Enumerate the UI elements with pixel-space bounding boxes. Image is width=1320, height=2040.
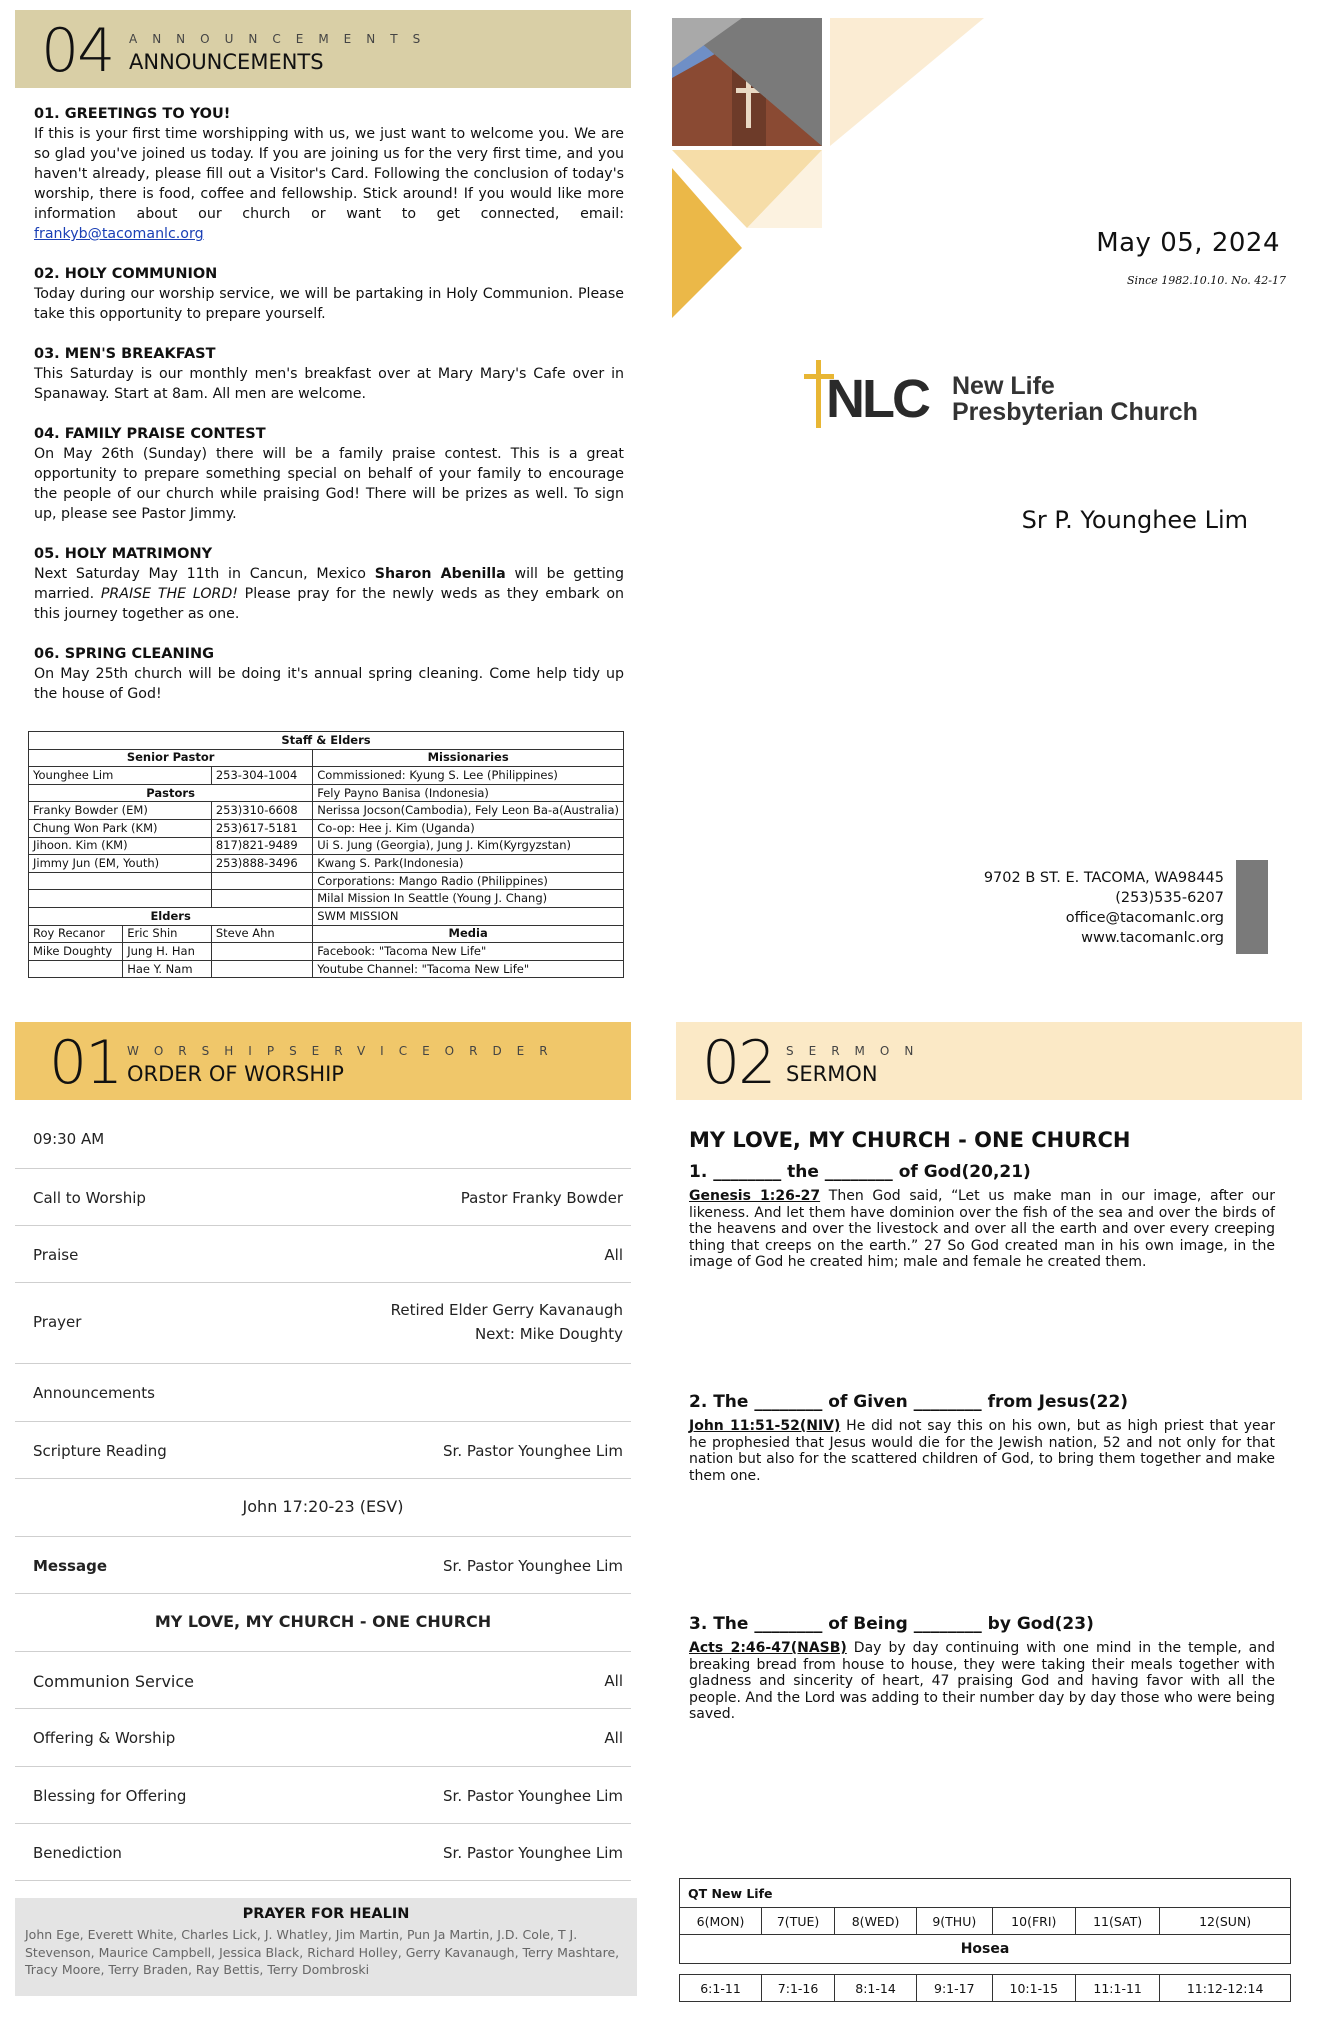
elder-name: Roy Recanor: [29, 925, 123, 943]
staff-phone: 253)310-6608: [211, 802, 312, 820]
section-spaced-label: SERMON: [786, 1044, 929, 1058]
announcement-title: 05. HOLY MATRIMONY: [34, 546, 213, 562]
announcement-emphasis: PRAISE THE LORD!: [100, 586, 238, 602]
qt-title: QT New Life: [680, 1879, 1291, 1908]
phone: (253)535-6207: [1115, 890, 1224, 906]
missionaries-header: Missionaries: [313, 749, 624, 767]
qt-reading: 9:1-17: [916, 1975, 992, 2002]
missionary: Corporations: Mango Radio (Philippines): [313, 872, 624, 890]
staff-name: Jihoon. Kim (KM): [29, 837, 212, 855]
scripture-reference: John 17:20-23 (ESV): [242, 1497, 404, 1516]
order-row: [15, 1537, 631, 1594]
qt-reading: 11:1-11: [1075, 1975, 1159, 2002]
scripture-text: Then God said, “Let us make man in our image, after our likeness. And let them have dominion over the fish of the sea and over the birds of the heavens and over the livestock and over all the earth and over every creeping thing that creeps on the earth.” 27 So God created man in his own image, in the image of God he created him; male and female he created them.: [689, 1188, 1275, 1271]
announcements-header: [15, 10, 631, 88]
email-link[interactable]: frankyb@tacomanlc.org: [34, 226, 204, 242]
staff-phone: 253-304-1004: [211, 767, 312, 785]
order-leader: All: [604, 1729, 623, 1747]
missionary: Kwang S. Park(Indonesia): [313, 855, 624, 873]
announcement-body: Please pray for the newly weds as they embark on this journey together as one.: [34, 586, 624, 622]
senior-pastor-header: Senior Pastor: [29, 749, 313, 767]
scripture-text: Day by day continuing with one mind in the temple, and breaking bread from house to house, they were taking their meals together with gladness and sincerity of heart, 47 praising God and having favor with all the people. And the Lord was adding to their number day by day those who were being saved.: [689, 1640, 1275, 1723]
media-entry: Facebook: "Tacoma New Life": [313, 943, 624, 961]
staff-table-title: Staff & Elders: [29, 732, 624, 750]
announcement-praise-contest: [34, 424, 624, 524]
scripture-row: [15, 1479, 631, 1537]
scripture-text: He did not say this on his own, but as high priest that year he prophesied that Jesus would die for the Jewish nation, 52 and not only for that nation but also for the scattered children of God, to bring them together and make them one.: [689, 1418, 1275, 1484]
qt-day: 6(MON): [680, 1908, 762, 1935]
announcement-body: If this is your first time worshipping with us, we just want to welcome you. We are so glad you've joined us today. If you are joining us for the very first time, and you haven't already, please fill out a Visitor's Card. Following the conclusion of today's worship, there is food, coffee and fellowship. Stick around! If you would like more information about our church or want to get connected, email:: [34, 126, 624, 222]
sermon-question: 1. ________ the ________ of God(20,21): [689, 1162, 1031, 1182]
announcement-communion: [34, 264, 624, 324]
elder-name: Eric Shin: [123, 925, 212, 943]
staff-table: [28, 731, 624, 978]
order-row: [15, 1767, 631, 1824]
prayer-names: John Ege, Everett White, Charles Lick, J. Whatley, Jim Martin, Pun Ja Martin, J.D. Cole, T J. Stevenson, Maurice Campbell, Jessica Black, Richard Holley, Gerry Kavanaugh, Terry Mashtare, Tracy Moore, Terry Braden, Ray Bettis, Terry Dombroski: [25, 1927, 620, 1977]
elder-name: Steve Ahn: [211, 925, 312, 943]
announcement-body: Next Saturday May 11th in Cancun, Mexico: [34, 566, 375, 582]
order-row: [15, 1226, 631, 1283]
order-item: Benediction: [33, 1844, 122, 1862]
order-leader: Sr. Pastor Younghee Lim: [443, 1787, 623, 1805]
announcement-body: This Saturday is our monthly men's breakfast over at Mary Mary's Cafe over in Spanaway. Start at 8am. All men are welcome.: [34, 366, 624, 402]
announcement-body: On May 26th (Sunday) there will be a family praise contest. This is a great opportunity to prepare something special on behalf of your family to encourage the people of our church while praising God! There will be prizes as well. To sign up, please see Pastor Jimmy.: [34, 446, 624, 522]
staff-name: Younghee Lim: [29, 767, 212, 785]
order-item: Praise: [33, 1246, 79, 1264]
announcement-name: Sharon Abenilla: [374, 566, 506, 582]
section-spaced-label: WORSHIPSERVICEORDER: [127, 1044, 563, 1058]
address: 9702 B ST. E. TACOMA, WA98445: [983, 870, 1224, 886]
missionary: Ui S. Jung (Georgia), Jung J. Kim(Kyrgyzstan): [313, 837, 624, 855]
section-number: 02: [702, 1028, 775, 1098]
sermon-heading: MY LOVE, MY CHURCH - ONE CHURCH: [689, 1128, 1131, 1152]
order-row: [15, 1283, 631, 1364]
order-leader: Pastor Franky Bowder: [460, 1189, 623, 1207]
section-title: ORDER OF WORSHIP: [127, 1062, 344, 1086]
order-row: [15, 1824, 631, 1881]
contact-block: [900, 868, 1224, 948]
qt-reading: 6:1-11: [680, 1975, 762, 2002]
scripture-ref: Acts 2:46-47(NASB): [689, 1640, 847, 1656]
section-number: 04: [41, 16, 114, 86]
sermon-point: [689, 1614, 1275, 1723]
elder-name: Mike Doughty: [29, 943, 123, 961]
media-header: Media: [313, 925, 624, 943]
announcement-body: On May 25th church will be doing it's annual spring cleaning. Come help tidy up the house of God!: [34, 666, 624, 702]
announcement-breakfast: [34, 344, 624, 404]
announcement-matrimony: [34, 544, 624, 624]
missionary: SWM MISSION: [313, 907, 624, 925]
elder-name: Hae Y. Nam: [123, 960, 212, 978]
order-leader: Sr. Pastor Younghee Lim: [443, 1442, 623, 1460]
service-time-row: [15, 1112, 631, 1169]
missionary: Milal Mission In Seattle (Young J. Chang): [313, 890, 624, 908]
qt-reading: 10:1-15: [992, 1975, 1075, 2002]
staff-name: Chung Won Park (KM): [29, 819, 212, 837]
qt-reading: 8:1-14: [835, 1975, 917, 2002]
qt-table: [679, 1878, 1291, 2002]
order-leader: Sr. Pastor Younghee Lim: [443, 1557, 623, 1575]
order-leader: Retired Elder Gerry Kavanaugh: [390, 1301, 623, 1319]
announcement-title: 01. GREETINGS TO YOU!: [34, 106, 231, 122]
cover-graphic: [672, 18, 984, 318]
staff-phone: 253)888-3496: [211, 855, 312, 873]
order-item: Prayer: [33, 1313, 82, 1331]
order-item: Call to Worship: [33, 1189, 146, 1207]
qt-day: 11(SAT): [1075, 1908, 1159, 1935]
prayer-box: [15, 1898, 637, 1996]
announcement-spring-cleaning: [34, 644, 624, 704]
service-time: 09:30 AM: [33, 1130, 105, 1148]
since-line: Since 1982.10.10. No. 42-17: [1126, 274, 1286, 287]
missionary: Co-op: Hee j. Kim (Uganda): [313, 819, 624, 837]
logo-mark: NLC: [826, 369, 928, 429]
sermon-question: 3. The ________ of Being ________ by God(23): [689, 1614, 1094, 1634]
order-item: Blessing for Offering: [33, 1787, 187, 1805]
section-number: 01: [49, 1028, 122, 1098]
order-item: Scripture Reading: [33, 1442, 167, 1460]
grey-accent-bar: [1236, 860, 1268, 954]
qt-book: Hosea: [680, 1935, 1291, 1964]
qt-reading: 11:12-12:14: [1160, 1975, 1291, 2002]
sermon-header: [676, 1022, 1302, 1100]
qt-day: 10(FRI): [992, 1908, 1075, 1935]
order-leader: Sr. Pastor Younghee Lim: [443, 1844, 623, 1862]
logo-line-2: Presbyterian Church: [952, 398, 1198, 426]
missionary: Nerissa Jocson(Cambodia), Fely Leon Ba-a(Australia): [313, 802, 624, 820]
church-logo: [804, 360, 1264, 440]
order-row: [15, 1364, 631, 1422]
order-item: Message: [33, 1557, 107, 1575]
message-title: MY LOVE, MY CHURCH - ONE CHURCH: [154, 1612, 492, 1631]
order-row: [15, 1169, 631, 1226]
qt-day: 7(TUE): [762, 1908, 835, 1935]
order-row: [15, 1709, 631, 1767]
section-spaced-label: ANNOUNCEMENTS: [129, 32, 436, 46]
scripture-ref: John 11:51-52(NIV): [689, 1418, 841, 1434]
email[interactable]: office@tacomanlc.org: [1065, 910, 1224, 926]
qt-day: 9(THU): [916, 1908, 992, 1935]
order-row: [15, 1652, 631, 1709]
order-leader: All: [604, 1246, 623, 1264]
elder-name: Jung H. Han: [123, 943, 212, 961]
elders-header: Elders: [29, 907, 313, 925]
qt-day: 8(WED): [835, 1908, 917, 1935]
missionary: Commissioned: Kyung S. Lee (Philippines): [313, 767, 624, 785]
announcement-greetings: [34, 104, 624, 244]
staff-name: Jimmy Jun (EM, Youth): [29, 855, 212, 873]
prayer-title: PRAYER FOR HEALIN: [242, 1906, 410, 1922]
sermon-point: [689, 1392, 1275, 1484]
order-leader: All: [604, 1672, 623, 1690]
announcement-title: 03. MEN'S BREAKFAST: [34, 346, 216, 362]
order-item: Communion Service: [33, 1672, 195, 1691]
order-item: Offering & Worship: [33, 1729, 176, 1747]
qt-reading: 7:1-16: [762, 1975, 835, 2002]
media-entry: Youtube Channel: "Tacoma New Life": [313, 960, 624, 978]
section-title: SERMON: [786, 1062, 878, 1086]
speaker-name: Sr P. Younghee Lim: [1021, 506, 1248, 534]
worship-header: [15, 1022, 631, 1100]
qt-day: 12(SUN): [1160, 1908, 1291, 1935]
order-leader-next: Next: Mike Doughty: [474, 1325, 623, 1343]
sermon-question: 2. The ________ of Given ________ from Jesus(22): [689, 1392, 1129, 1412]
announcement-title: 06. SPRING CLEANING: [34, 646, 215, 662]
sermon-point: [689, 1162, 1275, 1271]
announcement-title: 02. HOLY COMMUNION: [34, 266, 218, 282]
section-title: ANNOUNCEMENTS: [129, 50, 324, 74]
order-item: Announcements: [33, 1384, 155, 1402]
bulletin-date: May 05, 2024: [1096, 228, 1280, 258]
logo-line-1: New Life: [952, 372, 1055, 400]
message-title-row: [15, 1594, 631, 1652]
staff-phone: 253)617-5181: [211, 819, 312, 837]
announcement-title: 04. FAMILY PRAISE CONTEST: [34, 426, 266, 442]
order-row: [15, 1422, 631, 1479]
pastors-header: Pastors: [29, 784, 313, 802]
staff-phone: 817)821-9489: [211, 837, 312, 855]
scripture-ref: Genesis 1:26-27: [689, 1188, 821, 1204]
announcement-body: Today during our worship service, we will be partaking in Holy Communion. Please take this opportunity to prepare yourself.: [34, 286, 624, 322]
website[interactable]: www.tacomanlc.org: [1081, 930, 1224, 946]
staff-name: Franky Bowder (EM): [29, 802, 212, 820]
announcement-body: will be getting married.: [34, 566, 624, 602]
missionary: Fely Payno Banisa (Indonesia): [313, 784, 624, 802]
